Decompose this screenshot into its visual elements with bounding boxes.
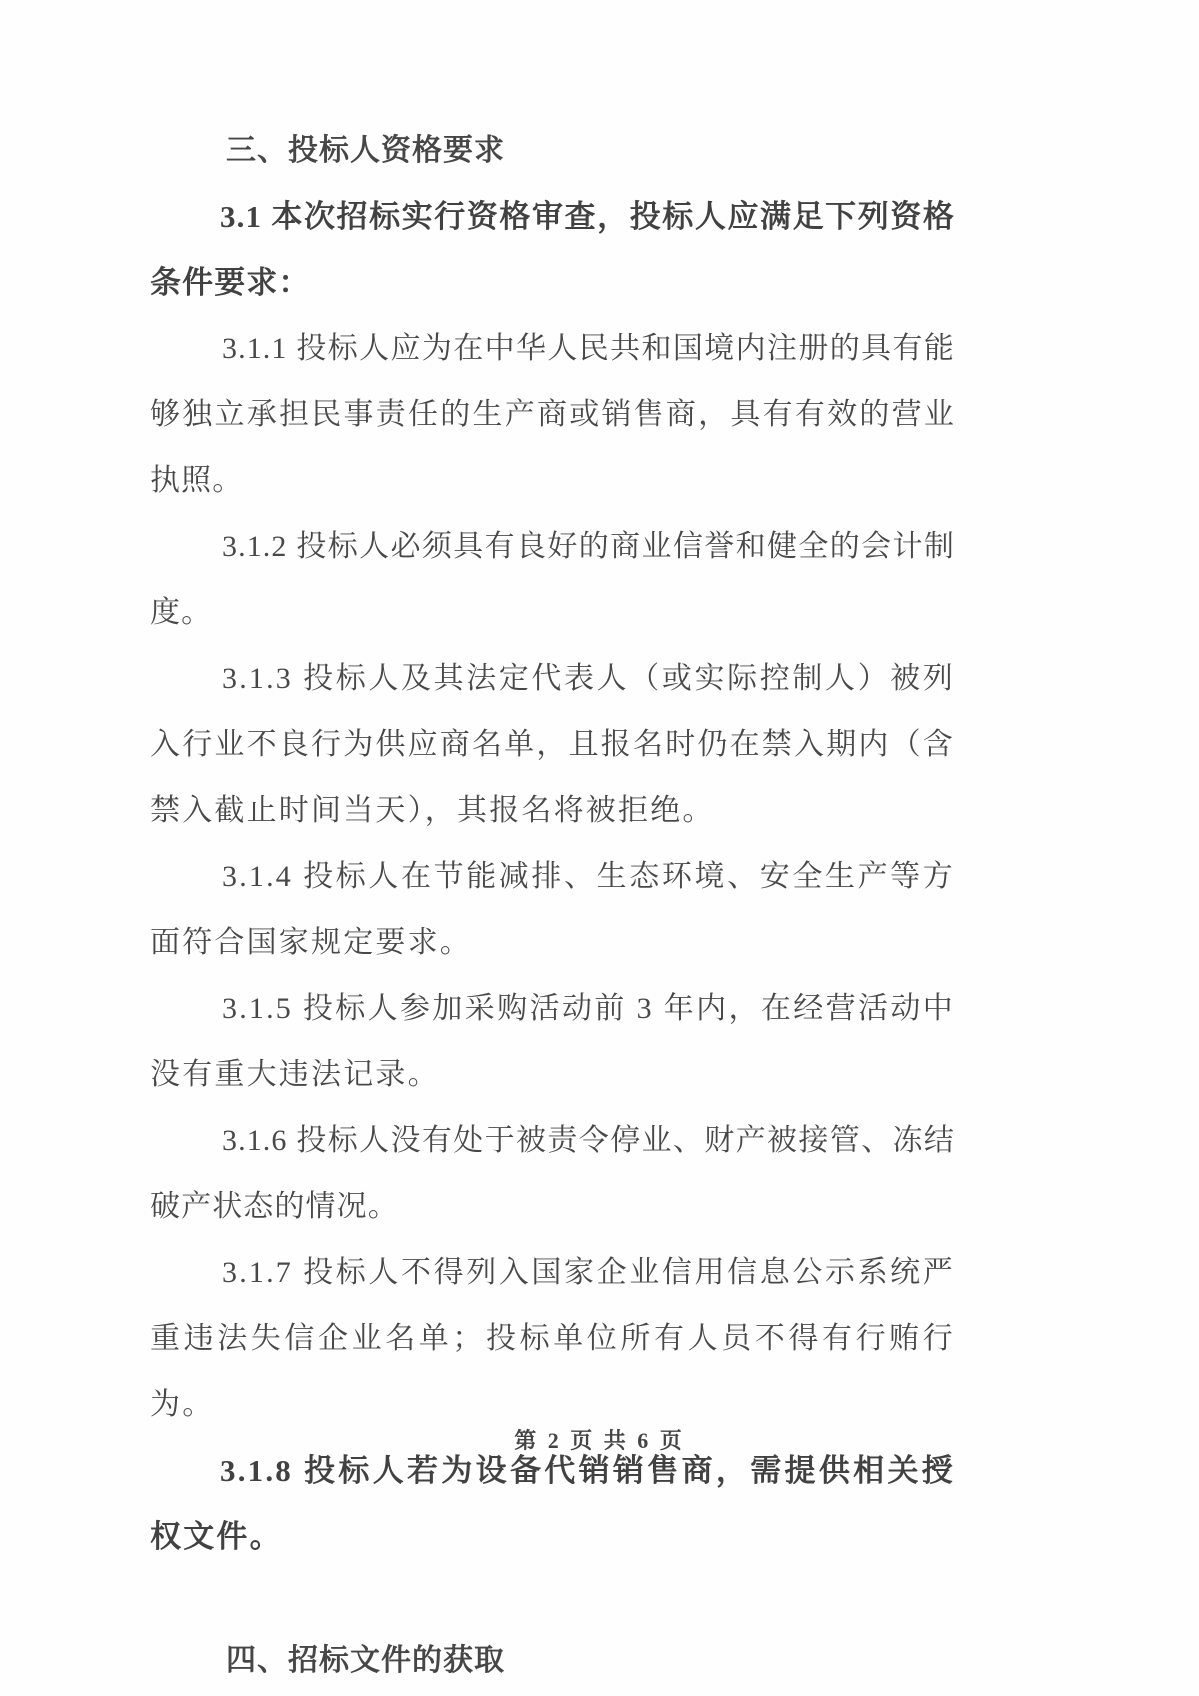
document-body [150, 118, 955, 1694]
paragraph-3-1-3: 3.1.3 投标人及其法定代表人（或实际控制人）被列入行业不良行为供应商名单，且报名时仍在禁入期内（含禁入截止时间当天），其报名将被拒绝。 [150, 662, 955, 827]
paragraph-3-1-5: 3.1.5 投标人参加采购活动前 3 年内，在经营活动中没有重大违法记录。 [150, 992, 955, 1091]
page-number-footer: 第 2 页 共 6 页 [514, 1428, 685, 1453]
paragraph-3-1-2: 3.1.2 投标人必须具有良好的商业信誉和健全的会计制度。 [150, 530, 955, 629]
paragraph-3-1-4: 3.1.4 投标人在节能减排、生态环境、安全生产等方面符合国家规定要求。 [150, 860, 955, 959]
section-spacer [150, 1570, 955, 1628]
section-heading-four: 四、招标文件的获取 [226, 1643, 505, 1678]
section-heading-three: 三、投标人资格要求 [226, 133, 505, 168]
paragraph-3-1-6: 3.1.6 投标人没有处于被责令停业、财产被接管、冻结破产状态的情况。 [150, 1124, 955, 1223]
paragraph-3-1-7: 3.1.7 投标人不得列入国家企业信用信息公示系统严重违法失信企业名单；投标单位所有人员不得有行贿行为。 [150, 1256, 955, 1421]
paragraph-3-1-8: 3.1.8 投标人若为设备代销销售商，需提供相关授权文件。 [150, 1453, 955, 1554]
paragraph-3-1-1: 3.1.1 投标人应为在中华人民共和国境内注册的具有能够独立承担民事责任的生产商或销售商，具有有效的营业执照。 [150, 332, 955, 497]
paragraph-3-1: 3.1 本次招标实行资格审查，投标人应满足下列资格条件要求： [150, 199, 955, 300]
